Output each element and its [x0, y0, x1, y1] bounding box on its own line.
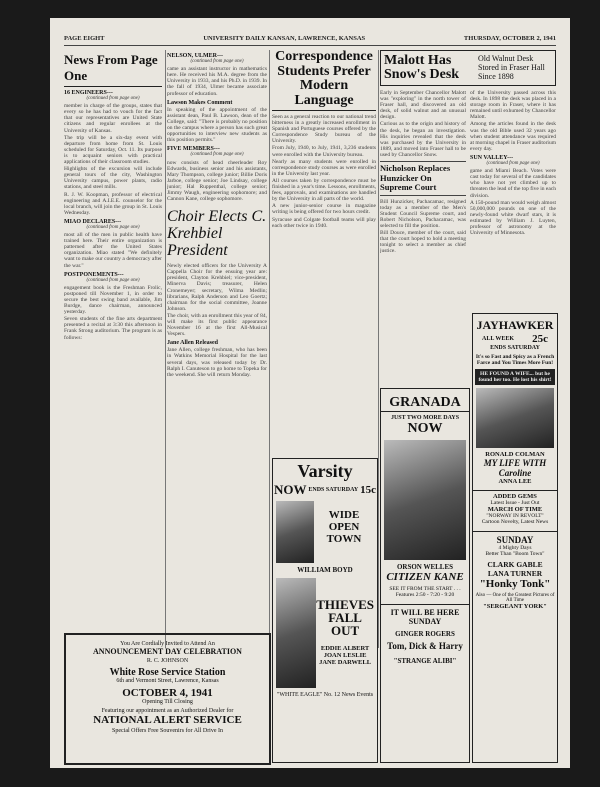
- story-text: The trip will be a six-day event with departure from home from St. Louis scheduled for Saturday, Oct. 11. Its purpose is to acquaint seniors with practical applications of their classroom studies.: [64, 134, 162, 166]
- story-text: of the University passed across this desk. In 1898 the desk was placed in a storage room in Fraser, where it has remained until exhumed by Chancellor Malott.: [470, 90, 556, 121]
- ad-owner: R. C. JOHNSON: [146, 658, 189, 664]
- headline-correspondence: Correspondence Students Prefer Modern Language: [272, 50, 376, 111]
- jayhawker-star-1: RONALD COLMAN: [485, 451, 545, 458]
- story-subhead: Lawson Makes Comment: [167, 99, 233, 106]
- ad-event: ANNOUNCEMENT DAY CELEBRATION: [93, 647, 242, 656]
- story-text: In speaking of the appointment of the assistant dean, Paul B. Lawson, dean of the College, said: "There is probably no position on the campus where a person has such great opportunities to interview new students as this position permits.": [167, 106, 267, 144]
- story-text: Nearly as many students were enrolled in correspondence study courses as were enrolled in the University last year.: [272, 158, 376, 177]
- continued-note: (continued from page one): [190, 152, 244, 158]
- headline-old-walnut-desk: Old Walnut Desk Stored in Fraser Hall Since 1898: [478, 54, 545, 81]
- granada-theater-ad: [380, 388, 470, 763]
- column-2: [167, 50, 267, 628]
- story-text: Among the articles found in the desk was the old Bible used 32 years ago when student attendance was required at morning chapel in Fraser auditorium every day.: [470, 121, 556, 152]
- story-text: Syracuse and Colgate football teams will play each other twice in 1940.: [272, 216, 376, 229]
- headline-choir-elects: Choir Elects C. Krehbiel President: [167, 208, 267, 260]
- story-text: now consists of head cheerleader Roy Edwards, business senior and his assistants, Mary Thompson, college junior; Billie Doris Jarboe, college senior; Joe Lindsay, college junior; Hal Ruppenthal, college senior; Jimmy Waugh, engineering sophomore; and Cannon Kane, college sophomore.: [167, 159, 267, 203]
- jayhawker-star-4: LANA TURNER: [487, 569, 543, 578]
- story-text: member in charge of the groups, states that every so he has had to vouch for the fact that our representatives are United State citizens and regular enrollees at the University of Kansas.: [64, 103, 162, 134]
- ad-store: White Rose Service Station: [109, 667, 226, 678]
- ad-specials: Special Offers Free Souvenirs for All Drive In: [111, 728, 224, 734]
- story-text: came an assistant instructor in mathematics here. He received his M.A. degree from the University in 1933, and his Ph.D. in 1939. In the fall of 1934, Ulmer became associate professor of education.: [167, 66, 267, 97]
- page-number: PAGE EIGHT: [64, 34, 105, 42]
- ad-invite: You Are Cordially Invited to Attend An: [120, 641, 215, 647]
- jayhawker-better: Better Than "Boom Town": [485, 551, 545, 557]
- jayhawker-film-3: "SERGEANT YORK": [483, 603, 547, 610]
- ad-date: OCTOBER 4, 1941: [122, 687, 213, 699]
- granada-name: GRANADA: [381, 395, 469, 412]
- jayhawker-plus: Also — One of the Greatest Pictures of All Time: [475, 593, 555, 603]
- column-divider: [269, 50, 270, 648]
- varsity-theater-ad: [272, 458, 378, 763]
- column-1: [64, 50, 162, 628]
- headline-malott: Malott Has Snow's Desk: [384, 53, 460, 82]
- varsity-photo-cowboy: [276, 501, 314, 563]
- jayhawker-ends: ENDS SATURDAY: [490, 345, 540, 351]
- story-text: engagement book is the Freshman Frolic, postponed till November 1, in order to secure the best swing band available, Jim Burdge, dance chairman, announced yesterday.: [64, 284, 162, 316]
- jayhawker-tagline: It's so Fast and Spicy as a French Farce and You Times More Fun!: [475, 354, 555, 366]
- story-text: All courses taken by correspondence must be finished in a year's time. Lessons, enrollments, fees, approvals, and examinations are handled by the University in all parts of the world.: [272, 177, 376, 203]
- masthead: [64, 32, 556, 44]
- jayhawker-theater-ad: [472, 313, 558, 763]
- story-head: Jane Allen Released: [167, 340, 218, 347]
- jayhawker-added: ADDED GEMS: [473, 490, 557, 500]
- ad-brand: NATIONAL ALERT SERVICE: [93, 714, 242, 726]
- jayhawker-found-banner: HE FOUND A WIFE... but he found her too. He lost his shirt!: [475, 369, 555, 385]
- jayhawker-film-2: "Honky Tonk": [479, 578, 551, 590]
- granada-prices: JUST TWO MORE DAYS: [390, 415, 460, 421]
- story-text: most all of the men in public health have trained here. Their entire organization is patterned after the United States organization. Miao stated "We definitely want to make our country a democracy after the war.": [64, 232, 162, 269]
- jayhawker-norway: "NORWAY IN REVOLT": [486, 513, 544, 519]
- white-rose-service-station-ad: [64, 633, 271, 765]
- varsity-name: Varsity: [297, 461, 353, 481]
- paper-title: UNIVERSITY DAILY KANSAN, LAWRENCE, KANSAS: [203, 34, 366, 42]
- story-text: From July, 1940, to July, 1941, 3,236 students were enrolled with the University bureau.: [272, 145, 376, 158]
- masthead-rule: [64, 45, 556, 46]
- varsity-cast: EDDIE ALBERT JOAN LESLIE JANE DARWELL: [319, 645, 372, 666]
- granada-times: Features 2:50 - 7:20 - 9:20: [395, 592, 455, 598]
- jayhawker-march: MARCH OF TIME: [487, 506, 543, 513]
- jayhawker-star-2: ANNA LEE: [498, 478, 532, 485]
- malott-header-box: [380, 50, 556, 86]
- ad-featuring: Featuring our appointment as an Authorized Dealer for: [101, 708, 234, 714]
- ad-opening: Opening Till Closing: [142, 699, 193, 705]
- story-head: NELSON, ULMER---: [167, 53, 224, 59]
- story-text: Seen as a general reaction to our national trend bitterness in a greatly increased enrollment in Spanish and Portuguese courses offered by the Correspondence Study bureau of the University.: [272, 114, 376, 145]
- column-4: [380, 50, 556, 358]
- story-text: Highlights of the excursion will include general tours of the city, Washington University campus, power plants, radio stations, and steel mills.: [64, 166, 162, 191]
- story-text: A new junior-senior course in magazine writing is being offered for two hours credit.: [272, 203, 376, 216]
- story-text: Curious as to the origin and history of the desk, he began an investigation. His inquiries revealed that the desk was purchased by the University in 1889, and moved into Fraser hall to be used by Chancellor Snow.: [380, 121, 466, 158]
- granada-now: NOW: [407, 421, 443, 436]
- granada-star: ORSON WELLES: [396, 563, 454, 571]
- granada-extra-film: "STRANGE ALIBI": [393, 657, 457, 665]
- continued-note: (continued from page one): [190, 59, 244, 65]
- story-text: The choir, with an enrollment this year of 84, will make its first public appearance November 16 at the first All-Musical Vespers.: [167, 312, 267, 338]
- varsity-star-1: WILLIAM BOYD: [297, 566, 353, 574]
- column-3: [272, 50, 376, 448]
- jayhawker-cartoon: Cartoon Novelty, Latest News: [481, 519, 549, 525]
- story-head: POSTPONEMENTS---: [64, 271, 124, 278]
- story-text: Bill Hunzicker, Pachacamac, resigned today as a member of the Men's Student Council Supreme court, and Robert Nicholson, Pachacamac, was selected to fill the position.: [380, 198, 466, 229]
- jayhawker-price: 25c: [532, 333, 548, 345]
- varsity-news: "WHITE EAGLE" No. 12 News Events: [276, 692, 374, 698]
- continued-note: (continued from page one): [86, 96, 140, 102]
- granada-sunday: IT WILL BE HERE SUNDAY: [381, 604, 469, 626]
- varsity-now: NOW: [273, 482, 307, 497]
- headline-news-from-page-one: News From Page One: [64, 50, 162, 87]
- story-text: Newly elected officers for the University A Cappella Choir for the ensuing year are: president, Clayton Krehbiel; vice-president, Minerva Davis; treasurer, Helen Cronemeyer; secretary, Wilma Medlin; librarians, Ralph Anderson and Leo Goertz; chairman for the social committee, Joanne Johnson.: [167, 263, 267, 312]
- story-text: game and Miami Beach. Votes were cast today for several of the candidates who have not yet climbed up to threaten the lead of the top five in each division.: [470, 168, 556, 199]
- story-text: Jane Allen, college freshman, who has been in Watkins Memorial Hospital for the last several days, was released today by Dr. Ralph I. Canuteson to go home to Topeka for the weekend. She will return Monday.: [167, 347, 267, 378]
- story-text: Early in September Chancellor Malott was "exploring" in the north tower of Fraser hall, and discovered an old desk, of solid walnut and an unusual design.: [380, 90, 466, 121]
- story-head: MIAO DECLARES---: [64, 218, 122, 225]
- newspaper-page: [50, 18, 570, 768]
- jayhawker-week: ALL WEEK: [482, 336, 515, 342]
- headline-nicholson: Nicholson Replaces Hunzicker On Supreme Court: [380, 161, 466, 196]
- issue-date: THURSDAY, OCTOBER 2, 1941: [463, 34, 556, 42]
- jayhawker-name: JAYHAWKER: [476, 318, 554, 332]
- story-head: FIVE MEMBERS---: [167, 146, 220, 153]
- jayhawker-sunday: SUNDAY: [473, 531, 557, 545]
- column-divider: [378, 50, 379, 648]
- granada-film: CITIZEN KANE: [386, 571, 464, 583]
- ad-address: 6th and Vermont Street, Lawrence, Kansas: [116, 678, 219, 684]
- granada-sunday-star: GINGER ROGERS: [395, 630, 455, 638]
- continued-note: (continued from page one): [86, 277, 140, 283]
- varsity-photo-cast: [276, 578, 316, 688]
- continued-note: (continued from page one): [86, 224, 140, 230]
- story-text: A 150-pound man would weigh almost 50,000,000 pounds on one of the newly-found white dwarf stars, it is estimated by William J. Luyten, professor of astronomy at the University of Minnesota.: [470, 199, 556, 237]
- varsity-film-2: THIEVES FALL OUT: [316, 597, 374, 638]
- jayhawker-star-3: CLARK GABLE: [487, 560, 543, 569]
- story-text: Seven students of the fine arts department presented a recital at 3:30 this afternoon in Frank Strong auditorium. The program is as follows:: [64, 316, 162, 341]
- story-head: SUN VALLEY---: [470, 154, 514, 161]
- column-divider: [165, 50, 166, 648]
- jayhawker-photo: [476, 388, 554, 448]
- continued-note: (continued from page one): [486, 161, 540, 167]
- granada-show: SEE IT FROM THE START . . .: [389, 586, 461, 592]
- story-text: R. J. W. Koopman, professor of electrical engineering and A.I.E.E. counselor for the local branch, will join the group in St. Louis Wednesday.: [64, 191, 162, 216]
- story-text: Bill Douce, member of the court, said that the court hoped to hold a meeting tonight to select a member as chief justice.: [380, 230, 466, 255]
- varsity-ends: ENDS SATURDAY: [308, 487, 359, 493]
- varsity-film-1: WIDE OPEN TOWN: [326, 509, 362, 545]
- jayhawker-film: MY LIFE WITH Caroline: [483, 458, 547, 478]
- varsity-price: 15c: [360, 484, 377, 496]
- granada-sunday-film: Tom, Dick & Harry: [387, 641, 463, 651]
- story-head: 16 ENGINEERS---: [64, 90, 113, 96]
- jayhawker-issue: Latest Issue - Just Out: [490, 500, 540, 506]
- granada-photo: [384, 440, 466, 560]
- jayhawker-days: 4 Mighty Days: [498, 545, 532, 551]
